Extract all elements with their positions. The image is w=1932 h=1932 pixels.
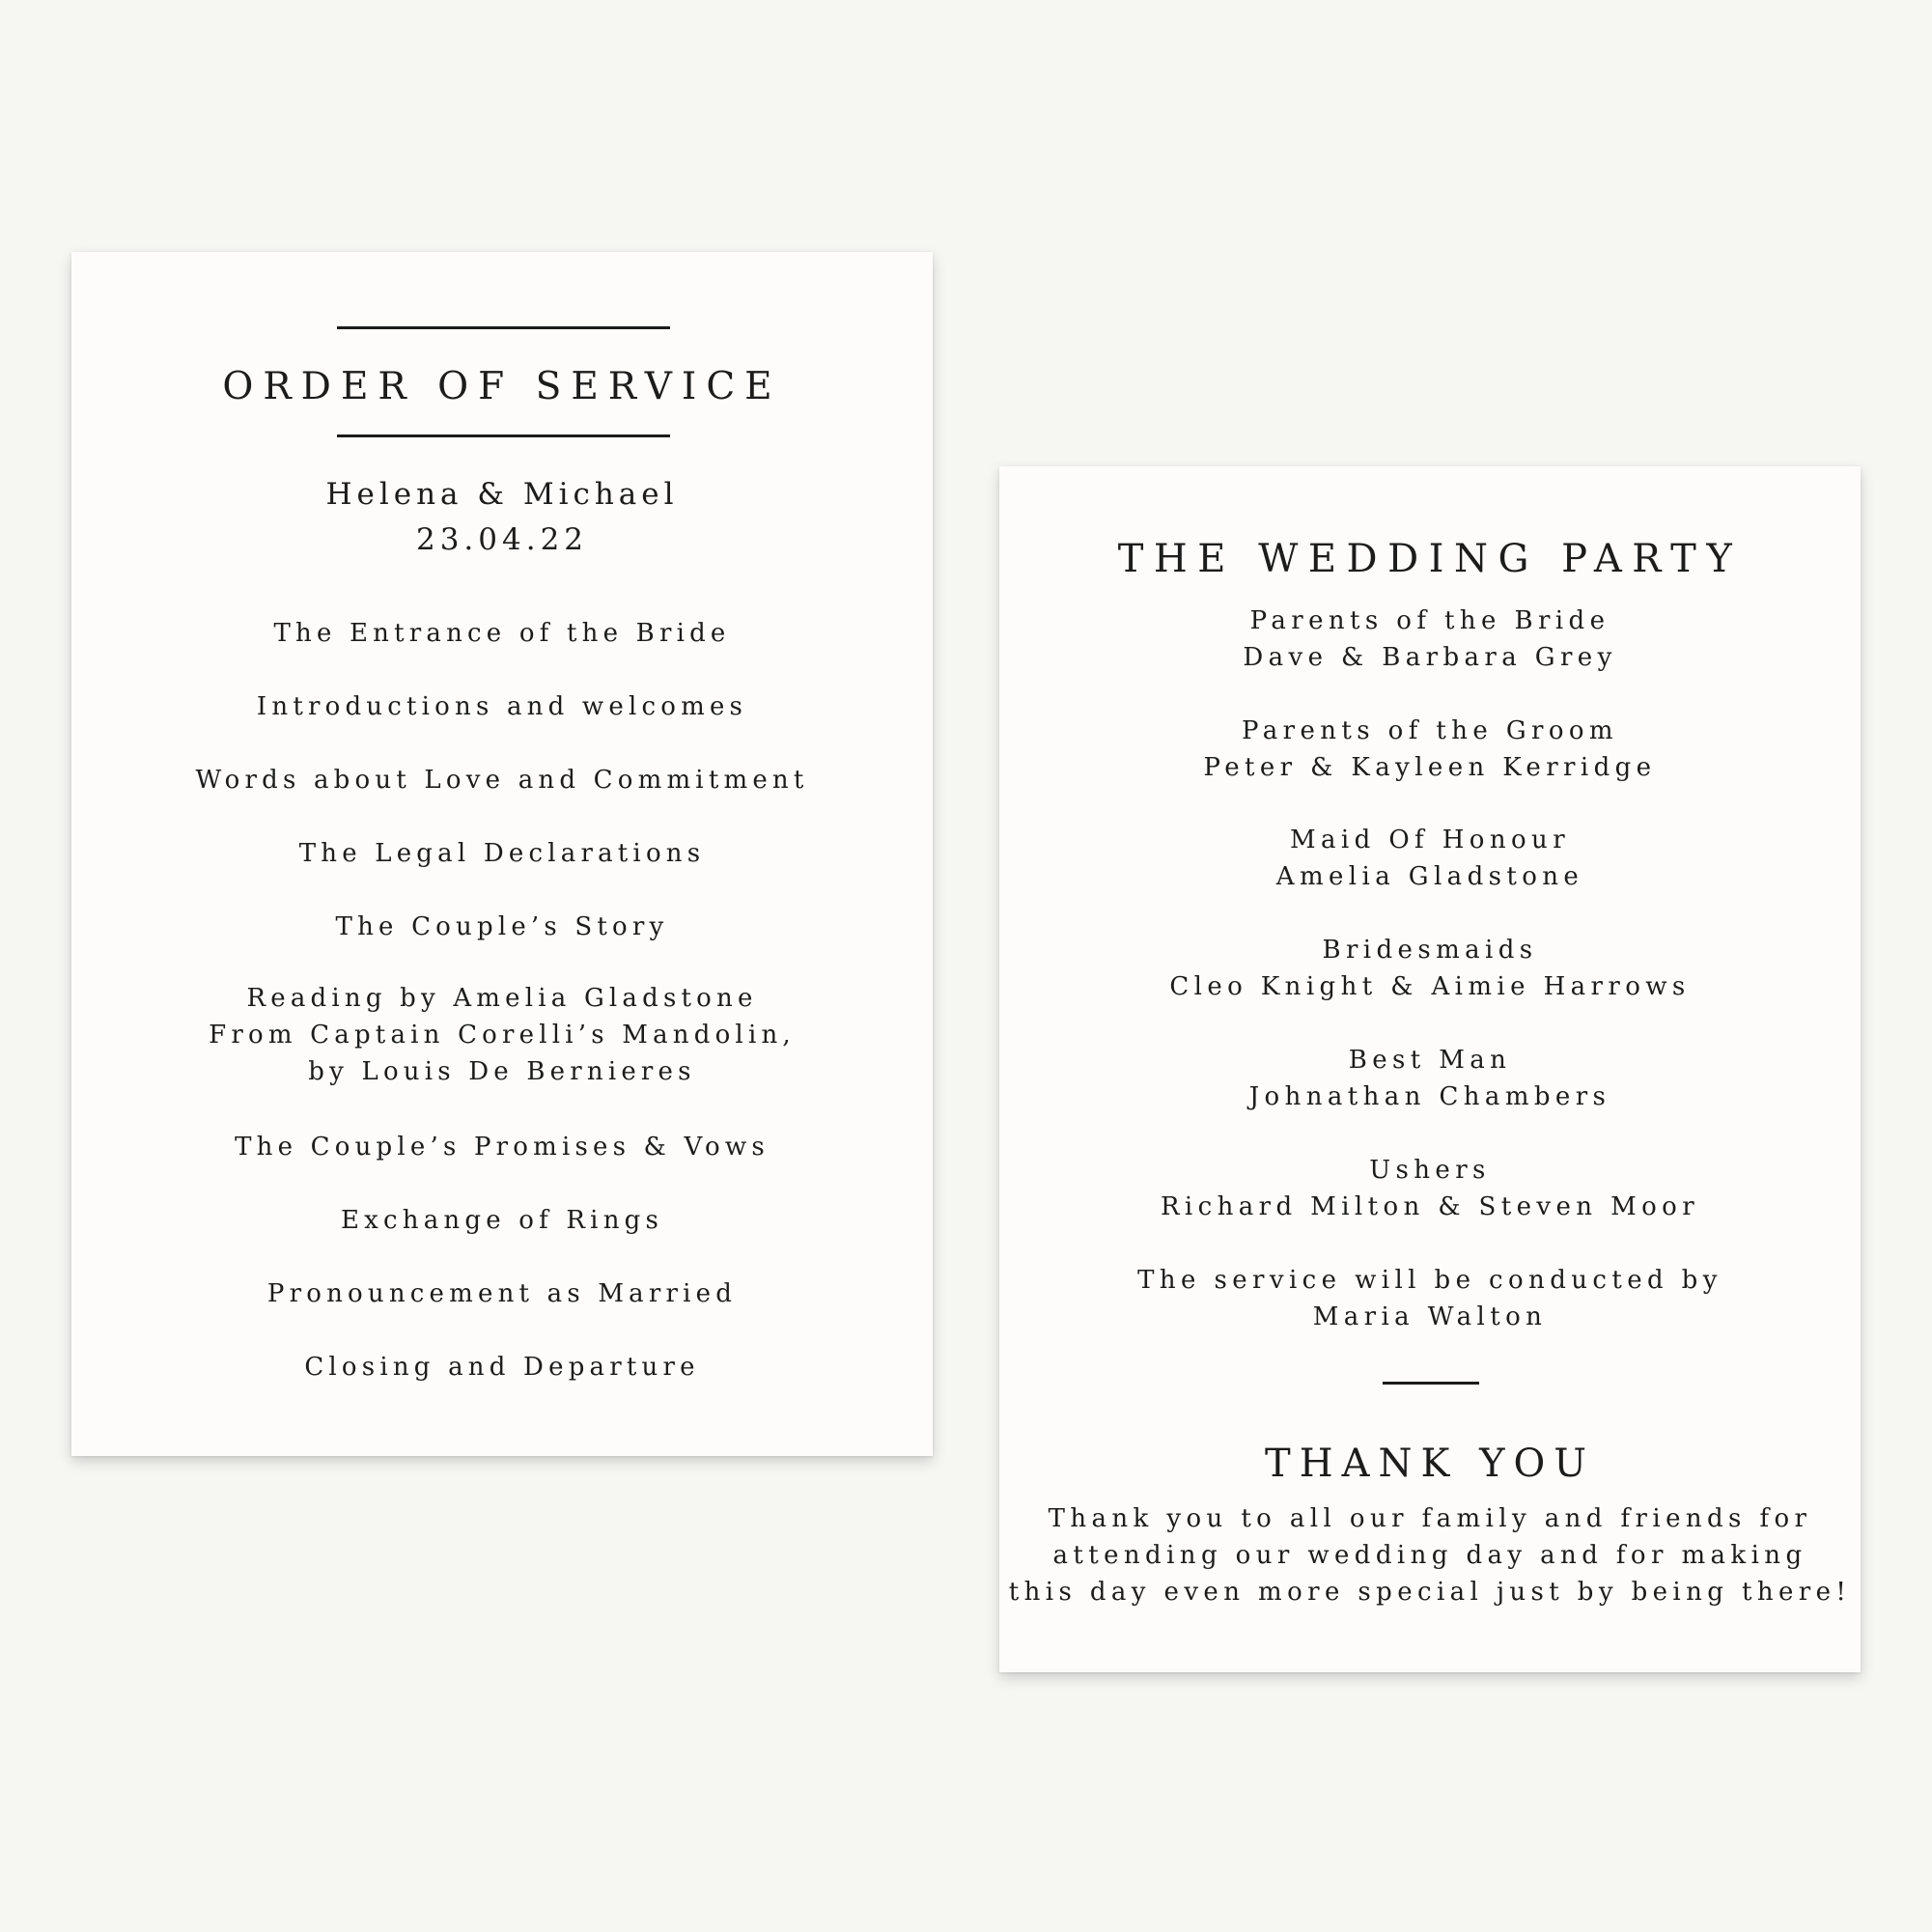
reading-line: From Captain Corelli’s Mandolin, (209, 1021, 796, 1050)
party-names: Johnathan Chambers (1248, 1082, 1611, 1111)
party-role-block (999, 1152, 1861, 1225)
party-names: Amelia Gladstone (1275, 862, 1584, 891)
thank-you-title: THANK YOU (1265, 1442, 1595, 1486)
party-names: Maria Walton (1312, 1302, 1548, 1331)
title-bottom-rule (337, 434, 670, 437)
service-item: The Couple’s Promises & Vows (235, 1133, 770, 1162)
officiant-block (999, 1262, 1861, 1335)
thank-you-line: Thank you to all our family and friends for (1048, 1504, 1812, 1533)
service-item: Introductions and welcomes (256, 692, 748, 721)
party-names: Richard Milton & Steven Moor (1160, 1192, 1700, 1221)
order-of-service-card (71, 252, 933, 1456)
party-role: Parents of the Bride (1249, 606, 1610, 635)
thank-you-line: this day even more special just by being there! (1008, 1578, 1852, 1607)
party-names: Dave & Barbara Grey (1243, 643, 1617, 672)
thank-you-line: attending our wedding day and for making (1052, 1541, 1807, 1570)
party-names: Cleo Knight & Aimie Harrows (1169, 972, 1691, 1001)
service-item-reading (71, 980, 933, 1090)
service-item: Closing and Departure (304, 1353, 700, 1382)
party-role: The service will be conducted by (1137, 1266, 1722, 1295)
party-role: Best Man (1348, 1046, 1512, 1075)
party-role-block (999, 932, 1861, 1005)
title-top-rule (337, 326, 670, 329)
service-item: The Legal Declarations (298, 839, 706, 868)
party-role-block (999, 822, 1861, 895)
service-item: The Couple’s Story (335, 912, 669, 941)
service-item: Pronouncement as Married (266, 1279, 738, 1308)
service-item: The Entrance of the Bride (273, 619, 731, 648)
reading-line: by Louis De Bernieres (308, 1057, 696, 1086)
party-role: Ushers (1369, 1156, 1491, 1185)
party-names: Peter & Kayleen Kerridge (1203, 753, 1657, 782)
wedding-date: 23.04.22 (415, 522, 589, 557)
divider-rule (1383, 1382, 1479, 1385)
service-item: Exchange of Rings (340, 1206, 664, 1235)
thank-you-message (999, 1500, 1861, 1610)
party-role-block (999, 1042, 1861, 1115)
wedding-party-card (999, 466, 1861, 1672)
party-role-block (999, 713, 1861, 786)
party-role: Bridesmaids (1322, 936, 1538, 965)
couple-names: Helena & Michael (325, 477, 679, 512)
service-item: Words about Love and Commitment (195, 766, 809, 795)
reading-line: Reading by Amelia Gladstone (246, 984, 758, 1013)
order-of-service-title: ORDER OF SERVICE (222, 365, 782, 408)
wedding-party-title: THE WEDDING PARTY (1117, 537, 1743, 581)
party-role: Maid Of Honour (1289, 826, 1571, 854)
party-role-block (999, 602, 1861, 676)
party-role: Parents of the Groom (1242, 716, 1618, 745)
